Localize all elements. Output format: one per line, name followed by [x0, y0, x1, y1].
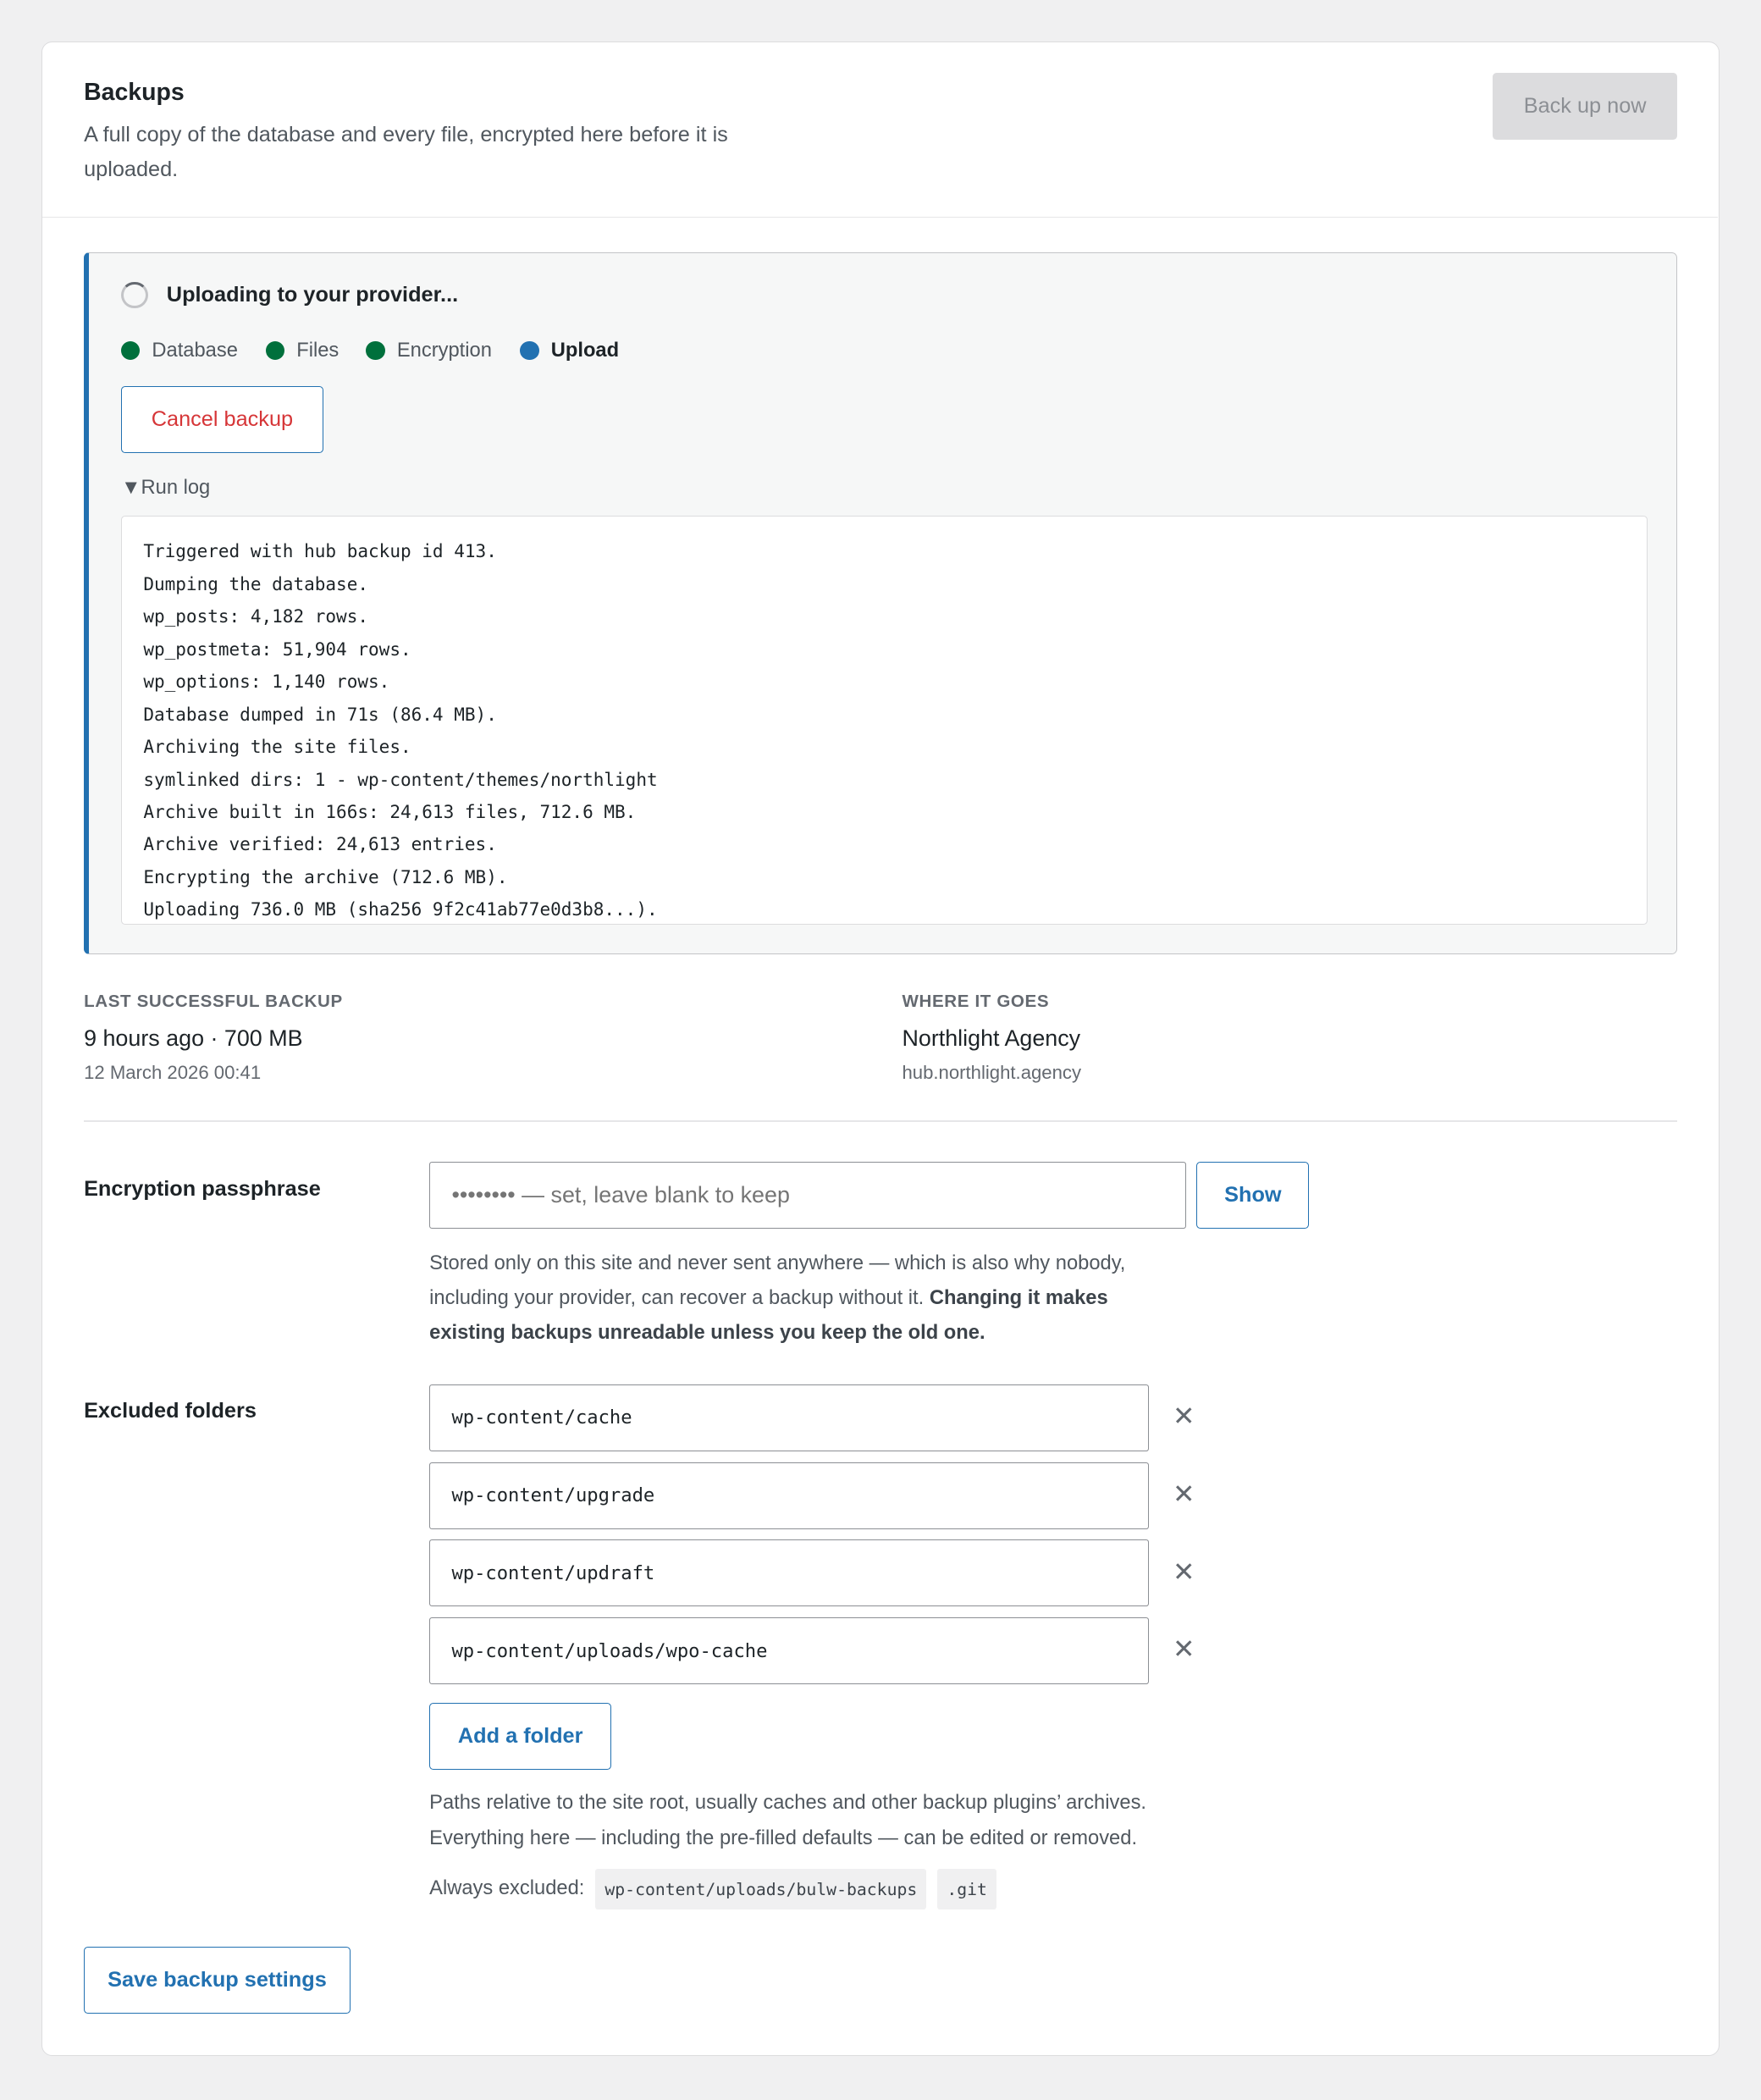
last-backup-label: LAST SUCCESSFUL BACKUP: [84, 992, 343, 1012]
excluded-help: Paths relative to the site root, usually caches and other backup plugins’ archives. Everything here — including the pre-filled defaults — can be edited or removed.: [429, 1792, 1147, 1849]
log-line: Archive verified: 24,613 entries.: [143, 833, 497, 855]
step-label: Files: [296, 339, 340, 362]
excluded-folder-value: wp-content/updraft: [451, 1561, 655, 1584]
log-line: wp_postmeta: 51,904 rows.: [143, 638, 411, 660]
page-title: Backups: [84, 78, 185, 106]
always-excluded-path: .git: [937, 1869, 996, 1909]
excluded-folder-input[interactable]: [429, 1617, 1148, 1684]
log-line: wp_options: 1,140 rows.: [143, 671, 390, 693]
log-line: Archiving the site files.: [143, 736, 411, 758]
passphrase-help: [429, 1246, 1152, 1351]
always-excluded: [429, 1869, 996, 1909]
spinner-icon: [121, 282, 148, 309]
destination-host: hub.northlight.agency: [902, 1061, 1082, 1083]
passphrase-placeholder: •••••••• — set, leave blank to keep: [451, 1182, 790, 1208]
close-icon[interactable]: ✕: [1172, 1556, 1195, 1587]
step-done-dot-icon: [366, 341, 384, 360]
add-folder-button[interactable]: Add a folder: [429, 1703, 611, 1770]
close-icon[interactable]: ✕: [1172, 1633, 1195, 1665]
excluded-folder-input[interactable]: [429, 1384, 1148, 1451]
page-description: A full copy of the database and every file, encrypted here before it is uploaded.: [84, 122, 728, 181]
passphrase-warning: Changing it makes existing backups unreadable unless you keep the old one.: [429, 1287, 1108, 1345]
log-line: Triggered with hub backup id 413.: [143, 540, 497, 562]
step-encryption: [366, 340, 491, 362]
step-label: Encryption: [396, 339, 492, 362]
run-log[interactable]: [121, 516, 1648, 924]
passphrase-input[interactable]: [429, 1162, 1186, 1229]
always-excluded-path: wp-content/uploads/bulw-backups: [595, 1869, 926, 1909]
excluded-folder-input[interactable]: [429, 1539, 1148, 1606]
passphrase-label: Encryption passphrase: [84, 1176, 321, 1201]
step-files: [266, 340, 339, 362]
save-backup-settings-button[interactable]: Save backup settings: [84, 1947, 351, 2014]
log-line: Archive built in 166s: 24,613 files, 712.6 MB.: [143, 800, 637, 822]
excluded-folders-label: Excluded folders: [84, 1399, 257, 1423]
destination-name: Northlight Agency: [902, 1025, 1081, 1051]
log-line: symlinked dirs: 1 - wp-content/themes/northlight: [143, 768, 658, 790]
back-up-now-button[interactable]: Back up now: [1493, 73, 1677, 140]
step-database: [121, 340, 238, 362]
step-upload: [520, 340, 619, 362]
excluded-folder-value: wp-content/uploads/wpo-cache: [451, 1639, 768, 1662]
excluded-folder-input[interactable]: [429, 1462, 1148, 1529]
passphrase-help-text: Stored only on this site and never sent anywhere — which is also why nobody, including your provider, can recover a backup without it.: [429, 1252, 1126, 1310]
step-active-dot-icon: [520, 341, 538, 360]
destination-label: WHERE IT GOES: [902, 992, 1050, 1012]
section-divider: [84, 1120, 1677, 1122]
triangle-down-icon: ▼: [121, 477, 141, 500]
always-excluded-label: Always excluded:: [429, 1877, 585, 1900]
run-log-toggle[interactable]: [121, 477, 210, 500]
backups-card: [41, 41, 1720, 2056]
progress-status: Uploading to your provider...: [166, 283, 459, 307]
close-icon[interactable]: ✕: [1172, 1401, 1195, 1432]
excluded-folder-value: wp-content/cache: [451, 1406, 632, 1429]
last-backup-date: 12 March 2026 00:41: [84, 1061, 262, 1083]
step-done-dot-icon: [121, 341, 140, 360]
step-label: Upload: [550, 339, 620, 362]
step-label: Database: [152, 339, 238, 362]
log-line: Database dumped in 71s (86.4 MB).: [143, 703, 497, 725]
excluded-folder-value: wp-content/upgrade: [451, 1484, 655, 1507]
log-line: Uploading 736.0 MB (sha256 9f2c41ab77e0d3b8...).: [143, 898, 658, 920]
log-line: wp_posts: 4,182 rows.: [143, 605, 369, 627]
cancel-backup-button[interactable]: Cancel backup: [121, 386, 323, 453]
backup-progress-panel: [84, 252, 1677, 954]
log-line: Encrypting the archive (712.6 MB).: [143, 865, 508, 887]
last-backup-value: 9 hours ago · 700 MB: [84, 1025, 303, 1051]
log-line: Dumping the database.: [143, 572, 369, 594]
header-divider: [42, 217, 1718, 218]
close-icon[interactable]: ✕: [1172, 1478, 1195, 1509]
step-done-dot-icon: [266, 341, 284, 360]
run-log-label: Run log: [141, 477, 211, 500]
show-passphrase-button[interactable]: Show: [1196, 1162, 1309, 1229]
